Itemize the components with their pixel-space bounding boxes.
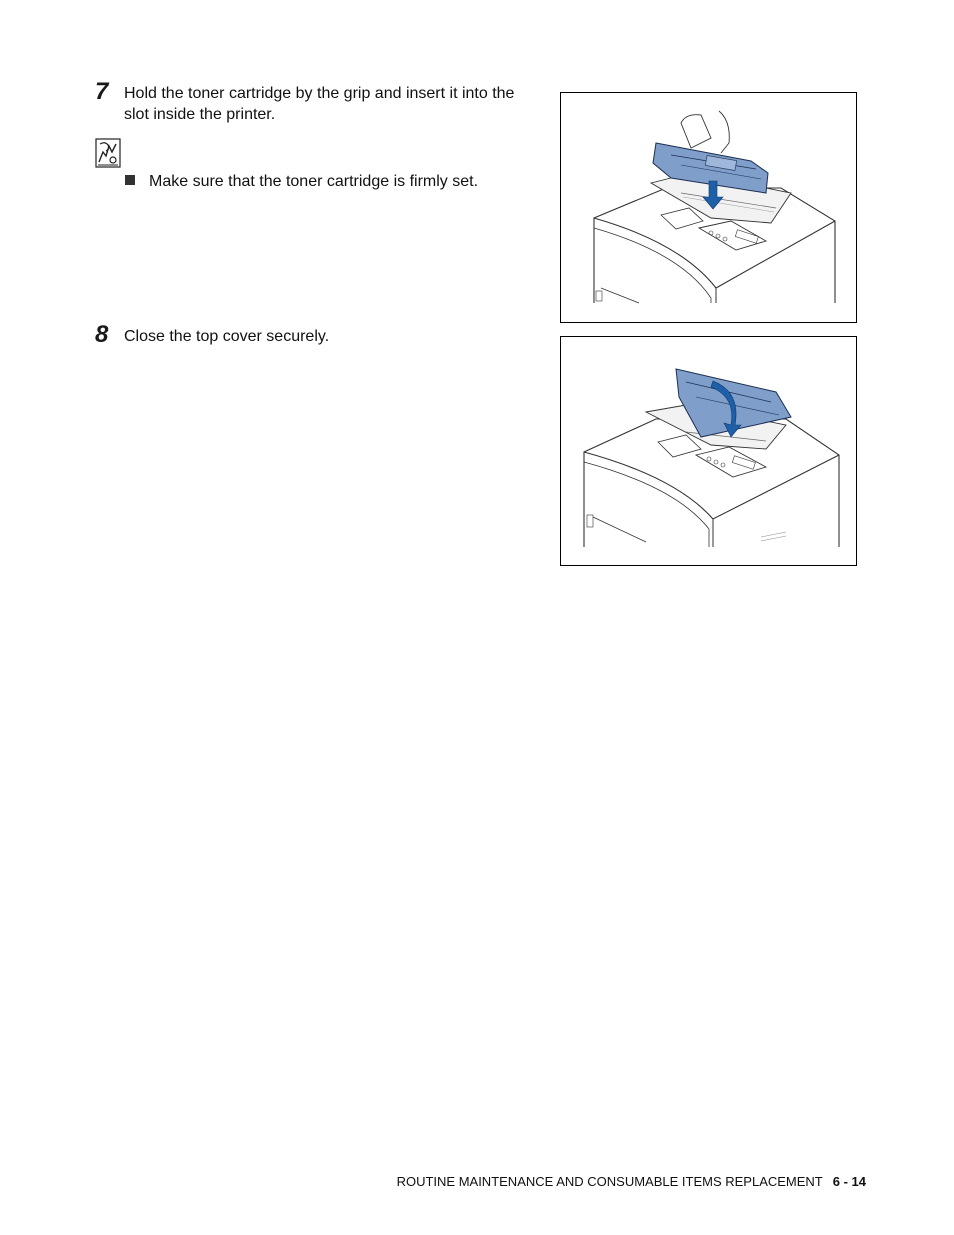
step-8-number: 8 — [95, 321, 109, 348]
step-7-number: 7 — [95, 78, 109, 105]
step-8-text-line-1: Close the top cover securely. — [124, 328, 330, 345]
footer-section-title: ROUTINE MAINTENANCE AND CONSUMABLE ITEMS REPLACEMENT — [396, 1174, 823, 1189]
bullet-square-icon — [125, 175, 135, 185]
step-8-text — [124, 326, 329, 347]
footer-page-number: 6 - 14 — [832, 1174, 866, 1189]
step-7-text-line-2: slot inside the printer. — [124, 106, 276, 123]
page-footer — [397, 1174, 866, 1190]
note-bullet-text: Make sure that the toner cartridge is firmly set. — [149, 173, 479, 190]
note-hand-icon — [95, 138, 121, 168]
note-bullet — [125, 172, 478, 192]
printer-close-drawing — [561, 337, 856, 565]
step-7-text-line-1: Hold the toner cartridge by the grip and insert it into the — [124, 85, 515, 102]
step-7-text — [124, 83, 514, 125]
printer-insert-drawing — [561, 93, 856, 322]
close-top-cover-illustration — [560, 336, 857, 566]
insert-toner-cartridge-illustration — [560, 92, 857, 323]
